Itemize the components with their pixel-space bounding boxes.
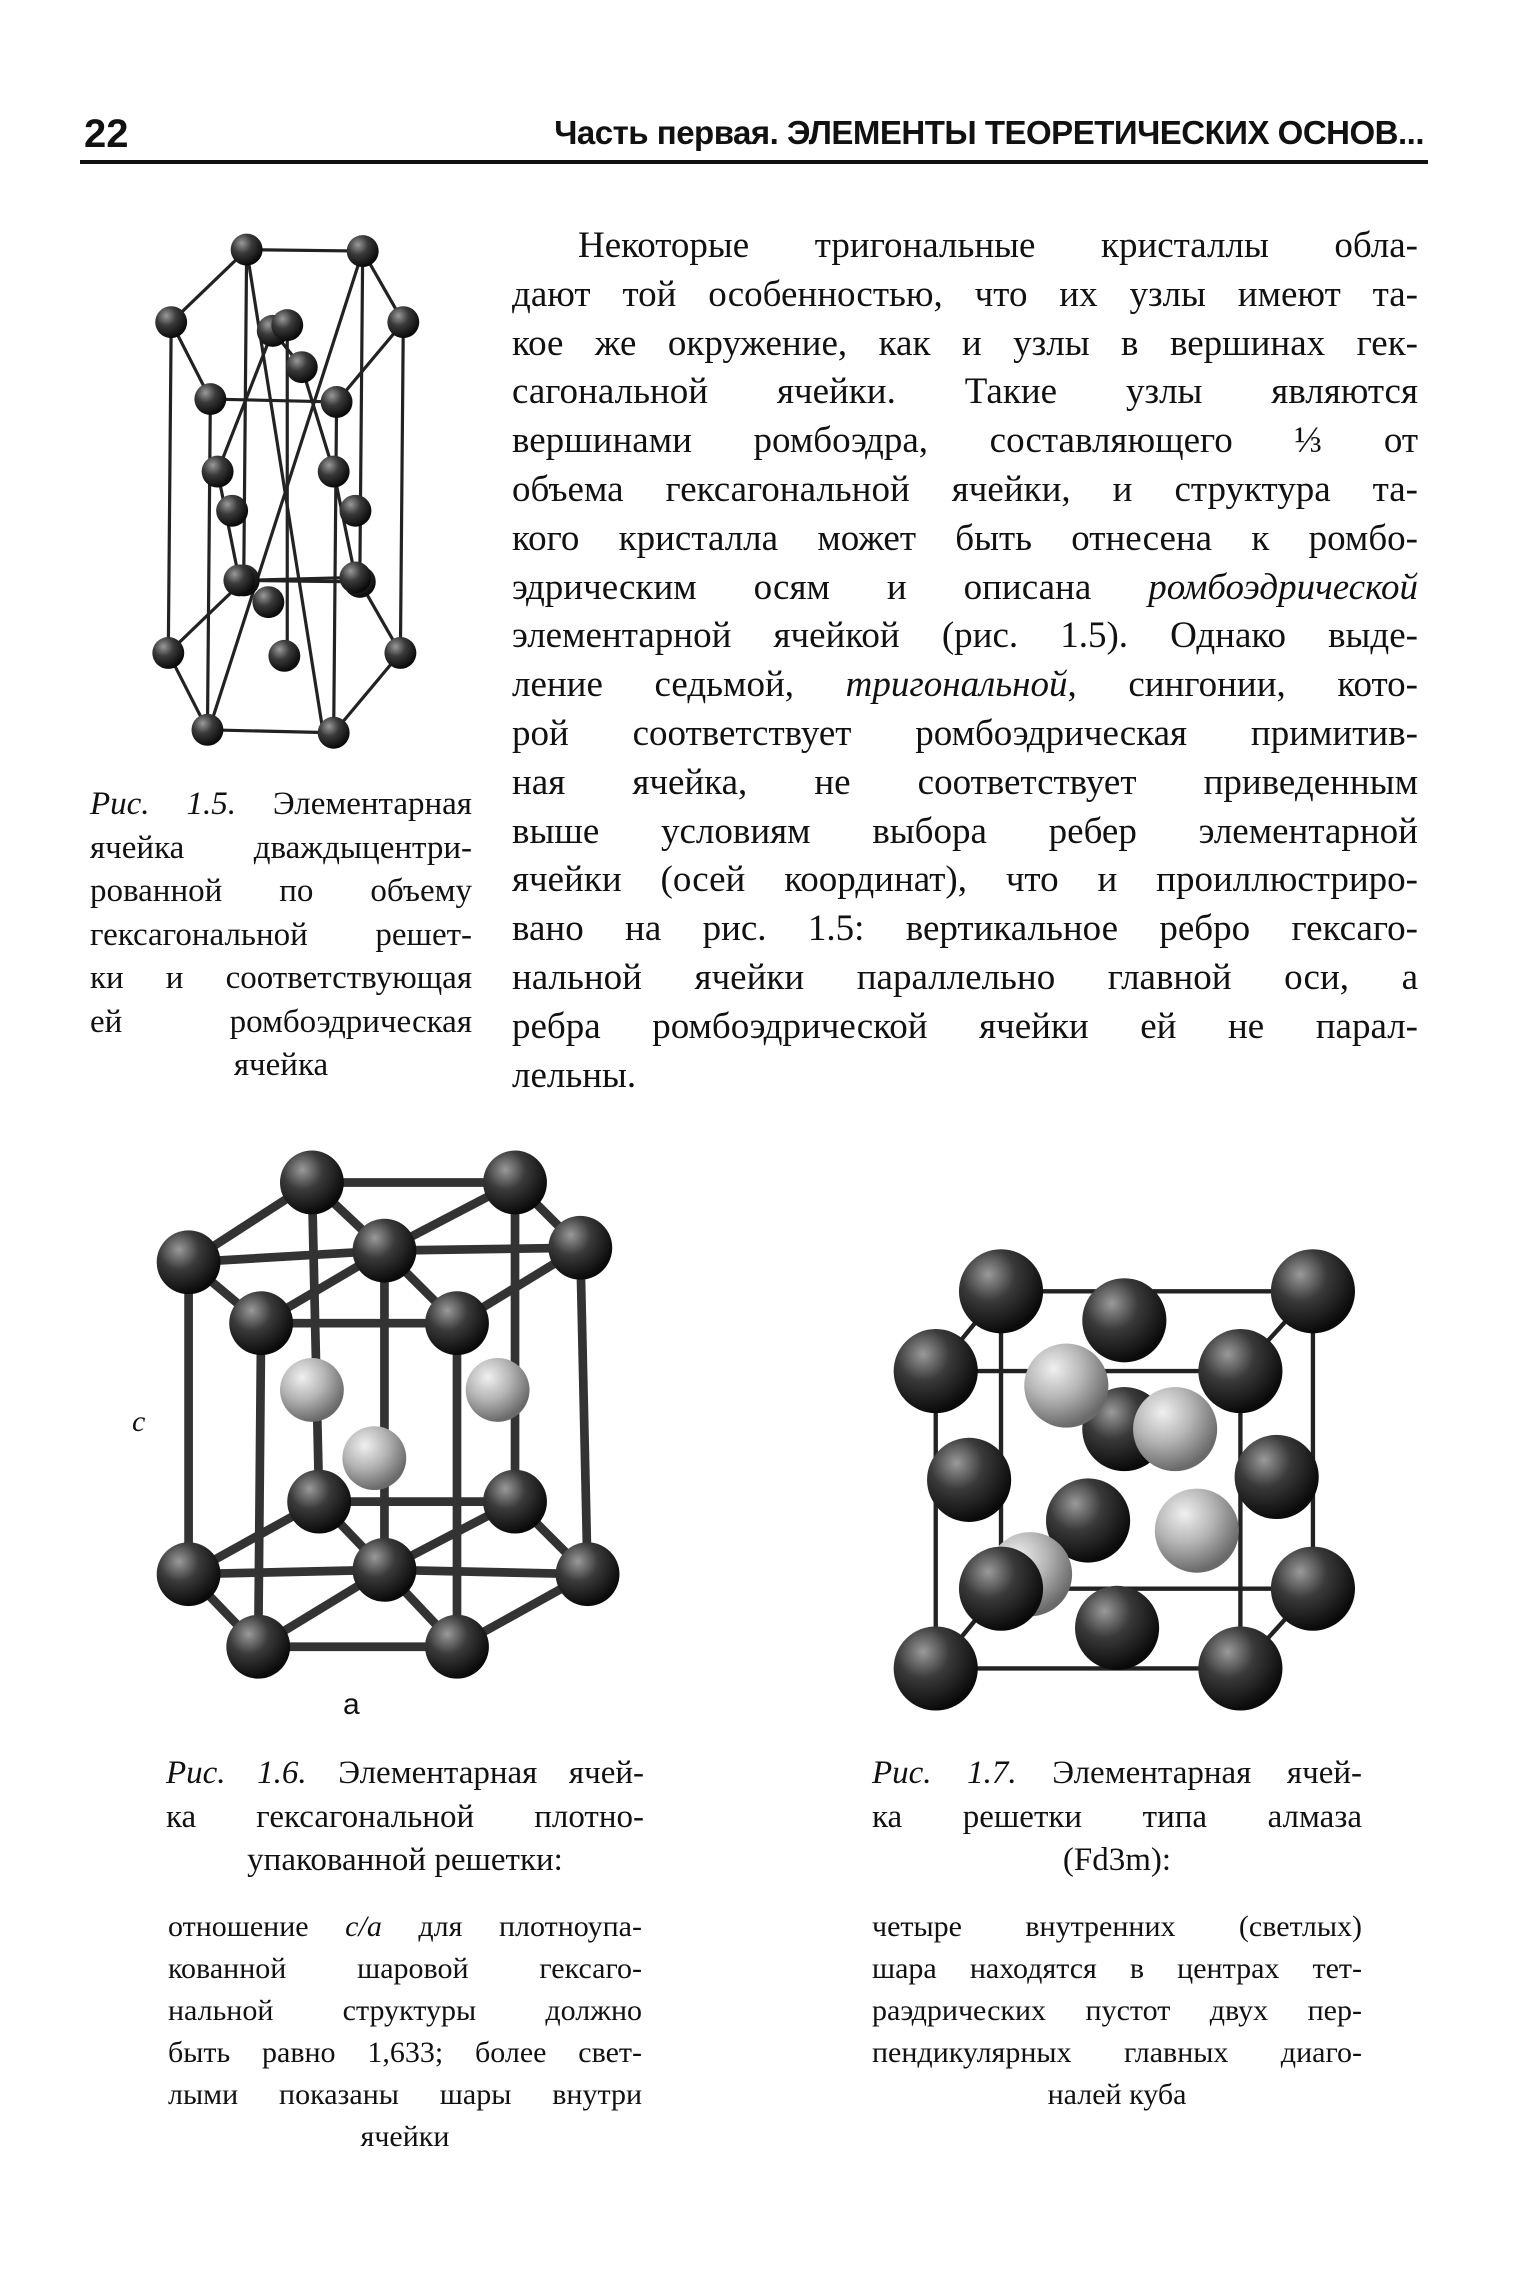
running-title: Часть первая. ЭЛЕМЕНТЫ ТЕОРЕТИЧЕСКИХ ОСНОВ... [554,114,1424,151]
figure-1-7-diamond-cell [894,1249,1355,1710]
text-line: ребра ромбоэдрической ячейки ей не парал- [512,1005,1418,1047]
cell-edge [207,399,210,730]
atom [339,562,371,594]
figure-1-6-note [168,1906,642,2158]
text-run: Элементарная [235,786,472,822]
atom [384,637,416,669]
note-line: ячейки [360,2120,450,2153]
figure-1-5-caption [90,783,472,1088]
italic-term: тригональной [845,664,1068,706]
figure-1-6-hcp-cell [157,1151,620,1679]
atom [353,1538,417,1602]
inner-atom [1024,1344,1108,1428]
inner-atom [1133,1387,1217,1471]
figure-label: Рис. 1.6. [166,1755,307,1791]
note-line: нальной структуры должно [168,1994,642,2027]
atom [483,1470,547,1534]
atom [194,383,226,415]
caption-line: ей ромбоэдрическая [90,1003,472,1040]
note-line: четыре внутренних (светлых) [872,1910,1362,1943]
axis-c-label: c [132,1405,146,1438]
atom [387,306,419,338]
caption-line: гексагональной решет- [90,916,472,953]
figure-1-6-caption [166,1752,644,1883]
atom [287,1470,351,1534]
cell-edge [360,251,363,582]
atom [318,456,350,488]
atom [1082,1278,1166,1362]
caption-line: ки и соответствующая [90,960,472,996]
note-line: кованной шаровой гексаго- [168,1952,642,1985]
atom [268,640,300,672]
figure-1-5-hexagonal-cell [152,234,419,749]
inner-atom [280,1358,344,1422]
text-line: кого кристалла может быть отнесена к ромбо- [512,517,1418,559]
atom [229,1291,293,1355]
note-line: пендикулярных главных диаго- [872,2036,1362,2069]
text-line: нальной ячейки параллельно главной оси, а [512,956,1418,998]
italic-term: ромбоэдрической [1148,566,1418,608]
atom [223,564,255,596]
atom [425,1291,489,1355]
figure-1-7-note [872,1906,1362,2116]
inner-atom [466,1358,530,1422]
inner-atom [342,1426,406,1490]
cell-edge [302,367,334,471]
page-number: 22 [84,112,129,156]
cell-edge [580,1248,587,1574]
atom [226,1615,290,1679]
text-line: рой соответствует ромбоэдрическая примитив- [512,712,1418,754]
caption-line [90,783,472,827]
atom [202,456,234,488]
cell-edge [244,250,247,581]
atom [216,495,248,527]
cell-edge [247,250,363,251]
atom [157,1230,221,1294]
caption-line [166,1752,644,1796]
atom [157,1542,221,1606]
cell-edge [207,730,333,733]
text-line: кое же окружение, как и узлы в вершинах гек- [512,322,1418,364]
cell-edge [334,402,337,733]
atom [894,1626,978,1710]
atom [1198,1626,1282,1710]
atom [894,1329,978,1413]
inner-atom [1155,1489,1239,1573]
text-run: , сингонии, кото- [1067,664,1418,706]
note-line: быть равно 1,633; более свет- [168,2036,642,2069]
atom [1271,1547,1355,1631]
atom [280,1151,344,1215]
caption-line: ячейка [233,1047,329,1083]
subfigure-a-label: a [343,1688,360,1721]
text-line: элементарной ячейкой (рис. 1.5). Однако выде- [512,615,1418,657]
figure-label: Рис. 1.7. [872,1755,1017,1791]
caption-line: ячейка дваждыцентри- [90,829,472,866]
text-line: ная ячейка, не соответствует приведенным [512,761,1418,803]
cell-edge [400,322,403,653]
text-line: Некоторые тригональные кристаллы обла- [578,225,1418,266]
caption-line: ка решетки типа алмаза [872,1798,1362,1835]
atom [155,306,187,338]
text-line: дают той особенностью, что их узлы имеют та- [512,273,1418,315]
atom [959,1249,1043,1333]
text-line: вано на рис. 1.5: вертикальное ребро гексаго- [512,908,1418,950]
cell-edge [258,1323,261,1647]
text-run: Элементарная ячей- [306,1755,644,1791]
atom [252,586,284,618]
figure-label: Рис. 1.5. [90,786,236,822]
atom [548,1216,612,1280]
cell-edge [168,322,171,653]
ratio-symbol: c/a [345,1910,382,1943]
note-line: шара находятся в центрах тет- [872,1952,1362,1985]
caption-line: рованной по объему [90,873,472,909]
text-line: вершинами ромбоэдра, составляющего ⅓ от [512,420,1418,462]
note-line: лыми показаны шары внутри [168,2078,642,2111]
atom [425,1615,489,1679]
atom [1271,1249,1355,1333]
figure-1-7-caption [872,1752,1362,1883]
atom [1198,1329,1282,1413]
atom [339,495,371,527]
text-run: Элементарная ячей- [1016,1755,1362,1791]
text-line: лельны. [512,1054,637,1096]
text-run: ление седьмой, [512,664,846,706]
caption-line [872,1752,1362,1796]
cell-edge [210,399,336,402]
atom [353,1219,417,1283]
text-run: эдрическим осям и описана [512,566,1149,608]
atom [321,386,353,418]
atom [483,1151,547,1215]
atom [231,234,263,266]
atom [192,714,224,746]
atom [959,1547,1043,1631]
atom [152,637,184,669]
text-run: отношение [168,1910,346,1943]
note-line: налей куба [1047,2078,1187,2111]
note-line [168,1906,642,1948]
atom [318,717,350,749]
caption-line: упакованной решетки: [247,1842,563,1878]
cell-edge [312,1182,319,1501]
caption-line: ка гексагональной плотно- [166,1798,644,1835]
atom [556,1542,620,1606]
atom [286,351,318,383]
text-line: ячейки (осей координат), что и проиллюстриро- [512,859,1418,901]
atom [1075,1586,1159,1670]
atom [271,309,303,341]
atom [927,1438,1011,1522]
text-line: выше условиям выбора ребер элементарной [512,810,1418,852]
text-run: для плотноупа- [381,1910,642,1943]
text-line: объема гексагональной ячейки, и структура та- [512,468,1418,510]
caption-line: (Fd3m): [1062,1842,1172,1878]
note-line: раэдрических пустот двух пер- [872,1994,1362,2027]
atom [347,235,379,267]
text-line: сагональной ячейки. Такие узлы являются [512,371,1418,413]
atom [1235,1435,1319,1519]
